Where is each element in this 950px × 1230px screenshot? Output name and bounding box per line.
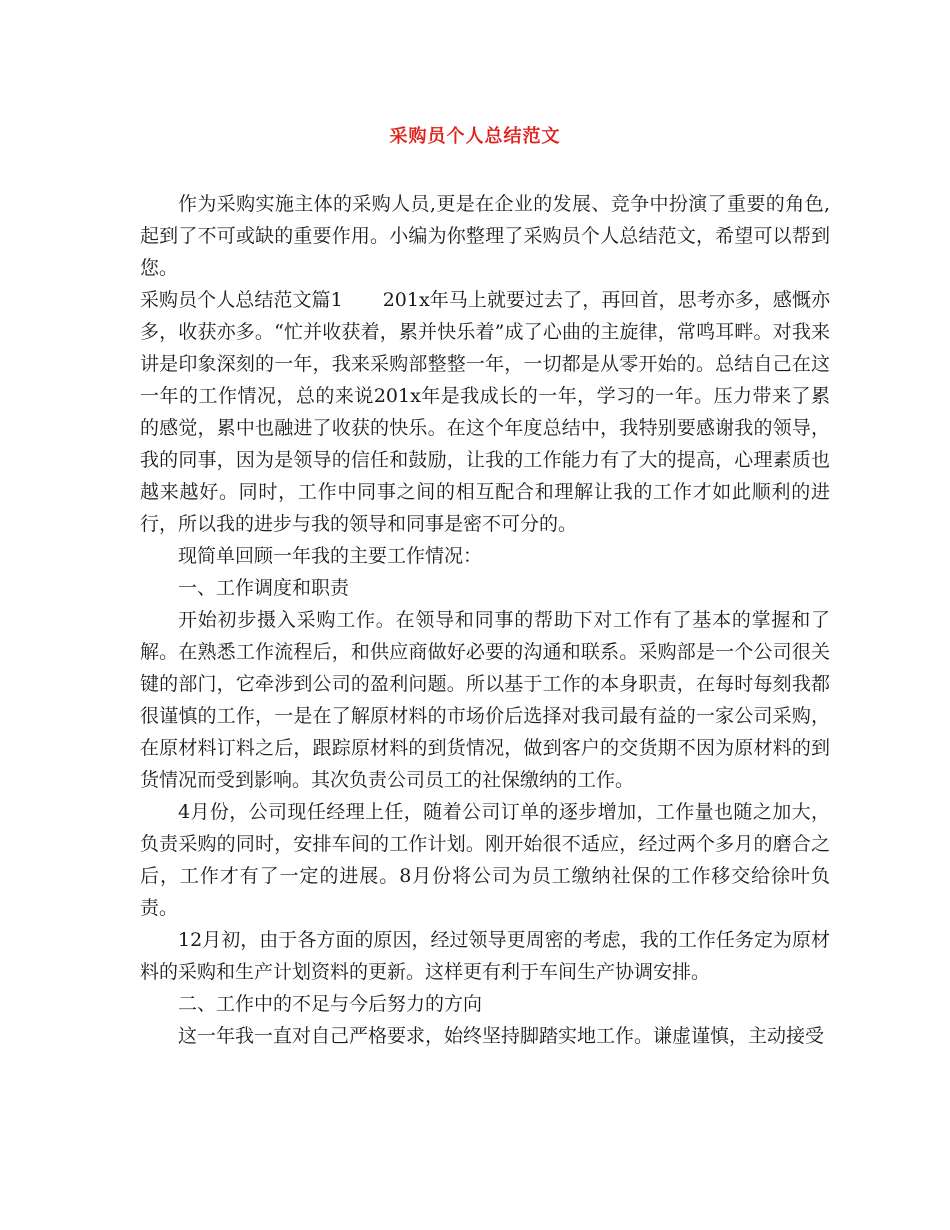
paragraph-intro: 作为采购实施主体的采购人员,更是在企业的发展、竞争中扮演了重要的角色,起到了不可或缺的重要作用。小编为你整理了采购员个人总结范文，希望可以帮到您。 <box>140 193 830 279</box>
paragraph-duties: 开始初步摄入采购工作。在领导和同事的帮助下对工作有了基本的掌握和了解。在熟悉工作流程后，和供应商做好必要的沟通和联系。采购部是一个公司很关键的部门，它牵涉到公司的盈利问题。所以基于工作的本身职责，在每时每刻我都很谨慎的工作，一是在了解原材料的市场价后选择对我司最有益的一家公司采购，在原材料订料之后，跟踪原材料的到货情况，做到客户的交货期不因为原材料的到货情况而受到影响。其次负责公司员工的社保缴纳的工作。 <box>140 609 830 791</box>
inline-heading: 采购员个人总结范文篇1 <box>140 289 343 311</box>
paragraph-december: 12月初，由于各方面的原因，经过领导更周密的考虑，我的工作任务定为原材料的采购和生产计划资料的更新。这样更有利于车间生产协调安排。 <box>140 929 830 983</box>
document-body <box>140 188 830 1052</box>
paragraph-text: 201x年马上就要过去了，再回首，思考亦多，感慨亦多，收获亦多。“忙并收获着，累并快乐着”成了心曲的主旋律，常鸣耳畔。对我来讲是印象深刻的一年，我来采购部整整一年，一切都是从零开始的。总结自己在这一年的工作情况，总的来说201x年是我成长的一年，学习的一年。压力带来了累的感觉，累中也融进了收获的快乐。在这个年度总结中，我特别要感谢我的领导，我的同事，因为是领导的信任和鼓励，让我的工作能力有了大的提高，心理素质也越来越好。同时，工作中同事之间的相互配合和理解让我的工作才如此顺利的进行，所以我的进步与我的领导和同事是密不可分的。 <box>140 289 831 535</box>
document-title: 采购员个人总结范文 <box>389 126 561 147</box>
section-heading-2: 二、工作中的不足与今后努力的方向 <box>178 993 483 1015</box>
paragraph-april: 4月份，公司现任经理上任，随着公司订单的逐步增加，工作量也随之加大，负责采购的同时，安排车间的工作计划。刚开始很不适应，经过两个多月的磨合之后，工作才有了一定的进展。8月份将公司为员工缴纳社保的工作移交给徐叶负责。 <box>140 801 830 919</box>
paragraph-review: 现简单回顾一年我的主要工作情况： <box>178 545 483 567</box>
paragraph-closing: 这一年我一直对自己严格要求，始终坚持脚踏实地工作。谦虚谨慎，主动接受 <box>178 1025 825 1047</box>
section-heading-1: 一、工作调度和职责 <box>178 577 350 599</box>
paragraph-section-1 <box>140 284 830 540</box>
